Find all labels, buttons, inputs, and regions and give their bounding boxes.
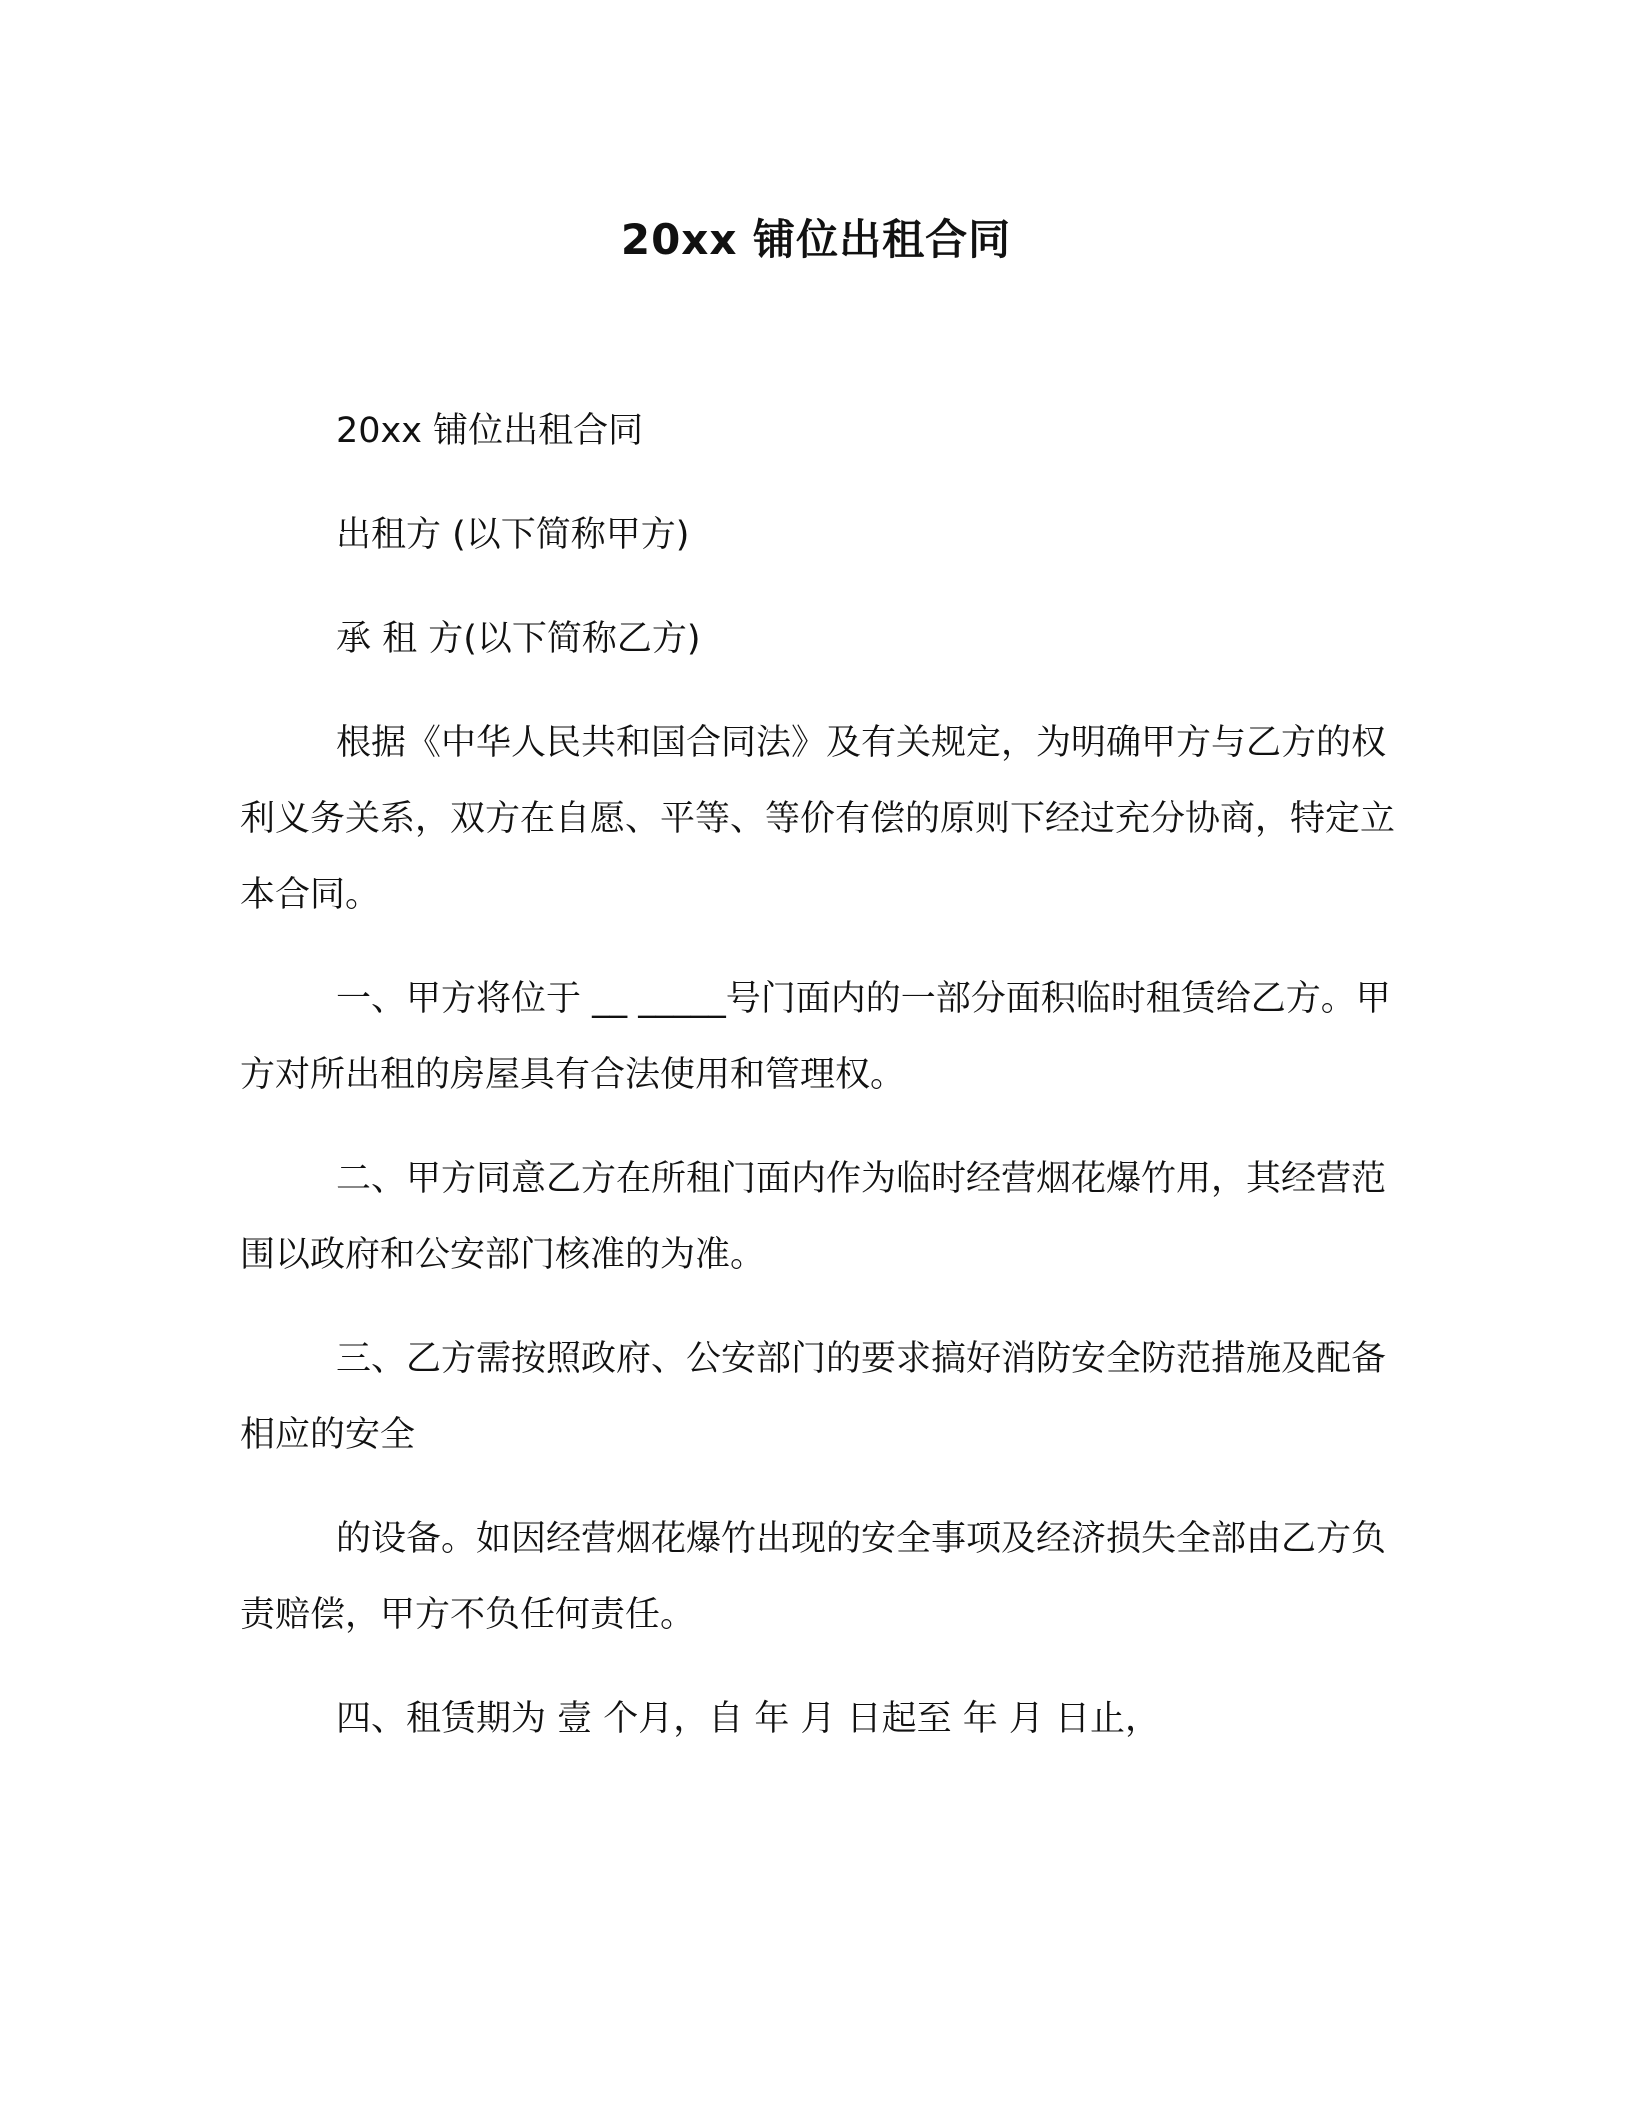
paragraph-preamble: 根据《中华人民共和国合同法》及有关规定，为明确甲方与乙方的权利义务关系，双方在自愿、平等、等价有偿的原则下经过充分协商，特定立本合同。 [240, 723, 1396, 915]
paragraph-lessor: 出租方 (以下简称甲方) [336, 515, 690, 555]
paragraph-clause-1: 一、甲方将位于 __ _____号门面内的一部分面积临时租赁给乙方。甲方对所出租的房屋具有合法使用和管理权。 [240, 979, 1391, 1095]
document-title: 20xx 铺位出租合同 [620, 215, 1012, 264]
paragraph-lessee: 承 租 方(以下简称乙方) [336, 619, 701, 659]
paragraph-subtitle: 20xx 铺位出租合同 [336, 411, 644, 451]
paragraph-clause-3: 三、乙方需按照政府、公安部门的要求搞好消防安全防范措施及配备相应的安全 [240, 1339, 1387, 1455]
paragraph-clause-3-continued: 的设备。如因经营烟花爆竹出现的安全事项及经济损失全部由乙方负责赔偿，甲方不负任何责任。 [240, 1519, 1387, 1635]
document-body [240, 393, 1400, 1785]
paragraph-clause-4: 四、租赁期为 壹 个月，自 年 月 日起至 年 月 日止， [336, 1699, 1161, 1739]
paragraph-clause-2: 二、甲方同意乙方在所租门面内作为临时经营烟花爆竹用，其经营范围以政府和公安部门核准的为准。 [240, 1159, 1387, 1275]
